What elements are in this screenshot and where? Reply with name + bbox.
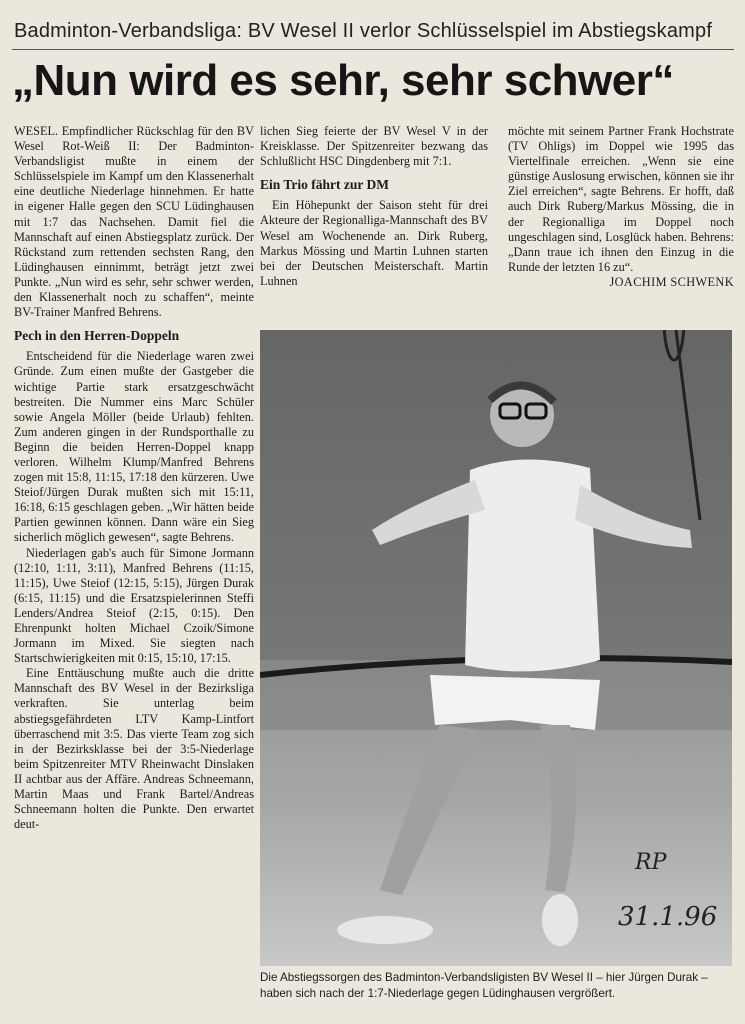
paragraph: möchte mit seinem Partner Frank Hochstrate (TV Ohligs) im Doppel wie 1995 das Viertelfinale erreichen. „Wenn sie eine günstige Auslosung erwischen, können sie ihr Ziel erreichen“, sagte Behrens. Er hofft, daß auch Dirk Ruberg/Markus Mössing, die in der Regionalliga im Doppel noch ungeschlagen sind, Losglück haben. Behrens: „Dann traue ich ihnen den Einzug in die Runde der letzten 16 zu“. bbox=[508, 124, 734, 274]
paragraph: lichen Sieg feierte der BV Wesel V in der Kreisklasse. Der Spitzenreiter bezwang das Schlußlicht HSC Dingdenberg mit 7:1. bbox=[260, 124, 488, 169]
paragraph: Ein Höhepunkt der Saison steht für drei Akteure der Regionalliga-Mannschaft des BV Wesel am Wochenende an. Dirk Ruberg, Markus Mössing und Martin Luhnen starten bei der Deutschen Meisterschaft. Martin Luhnen bbox=[260, 198, 488, 288]
subheading: Ein Trio fährt zur DM bbox=[260, 177, 389, 193]
paragraph: Eine Enttäuschung mußte auch die dritte Mannschaft des BV Wesel in der Bezirksliga verkraften. Sie unterlag beim abstiegsgefährdeten LTV Kamp-Lintfort überraschend mit 3:5. Das vierte Team zog sich in der Bezirksklasse bei der 3:5-Niederlage beim Spitzenreiter MTV Rheinwacht Dinslaken II achtbar aus der Affäre. Andreas Schneemann, Martin Maas und Frank Bartel/Andreas Schneemann holten die Punkte. Den erwartet deut- bbox=[14, 666, 254, 832]
column-3 bbox=[508, 124, 734, 290]
badminton-player-photo bbox=[260, 330, 732, 966]
handwritten-source-mark: RP bbox=[635, 850, 667, 875]
author-byline: JOACHIM SCHWENK bbox=[609, 274, 734, 289]
photo-caption: Die Abstiegssorgen des Badminton-Verbandsligisten BV Wesel II – hier Jürgen Durak – haben sich nach der 1:7-Niederlage gegen Lüdinghausen vergrößert. bbox=[260, 971, 708, 1000]
article-kicker: Badminton-Verbandsliga: BV Wesel II verlor Schlüsselspiel im Abstiegskampf bbox=[14, 20, 713, 42]
paragraph: Niederlagen gab's auch für Simone Jormann (12:10, 1:11, 3:11), Manfred Behrens (11:15, 11:15), Uwe Steiof (12:15, 5:15), Jürgen Durak (6:15, 11:15) und die Ersatzspielerinnen Steffi Lenders/Andrea Steiof (2:15, 0:15). Den Ehrenpunkt holten Michael Czoik/Simone Jormann im Mixed. Sie siegten nach Startschwierigkeiten mit 0:15, 15:10, 17:15. bbox=[14, 545, 254, 666]
paragraph: Entscheidend für die Niederlage waren zwei Gründe. Zum einen mußte der Gastgeber die wichtige Partie stark ersatzgeschwächt bestreiten. Die Nummer eins Marc Schüler sowie Angela Möller (beide Urlaub) fehlten. Zum anderen gingen in der Rundsporthalle zu Beginn die beiden Herren-Doppel knapp verloren. Wilhelm Klump/Manfred Behrens zogen mit 15:8, 11:15, 17:18 den kürzeren. Uwe Steiof/Jürgen Durak mußten sich mit 15:11, 16:18, 6:15 geschlagen geben. „Wir hätten beide Partien gewinnen können. Dann wäre ein Sieg sicherlich möglich gewesen“, sagte Behrens. bbox=[14, 349, 254, 545]
handwritten-date: 31.1.96 bbox=[618, 902, 718, 932]
column-1 bbox=[14, 124, 254, 832]
subheading: Pech in den Herren-Doppeln bbox=[14, 328, 180, 344]
paragraph: WESEL. Empfindlicher Rückschlag für den BV Wesel Rot-Weiß II: Der Badminton-Verbandsligist mußte in einem der Schlüsselspiele im Kampf um den Klassenerhalt eine deutliche Niederlage hinnehmen. Er hatte in eigener Halle gegen den SCU Lüdinghausen mit 1:7 das Nachsehen. Damit fiel die Mannschaft auf einen Abstiegsplatz zurück. Der Rückstand zum rettenden sechsten Rang, den Lüdinghausen einnimmt, beträgt jetzt zwei Punkte. „Nun wird es sehr, sehr schwer werden, den Klassenerhalt noch zu schaffen“, meinte BV-Trainer Manfred Behrens. bbox=[14, 124, 254, 320]
article-headline: „Nun wird es sehr, sehr schwer“ bbox=[12, 56, 674, 105]
header-rule bbox=[12, 49, 734, 50]
column-2 bbox=[260, 124, 488, 289]
